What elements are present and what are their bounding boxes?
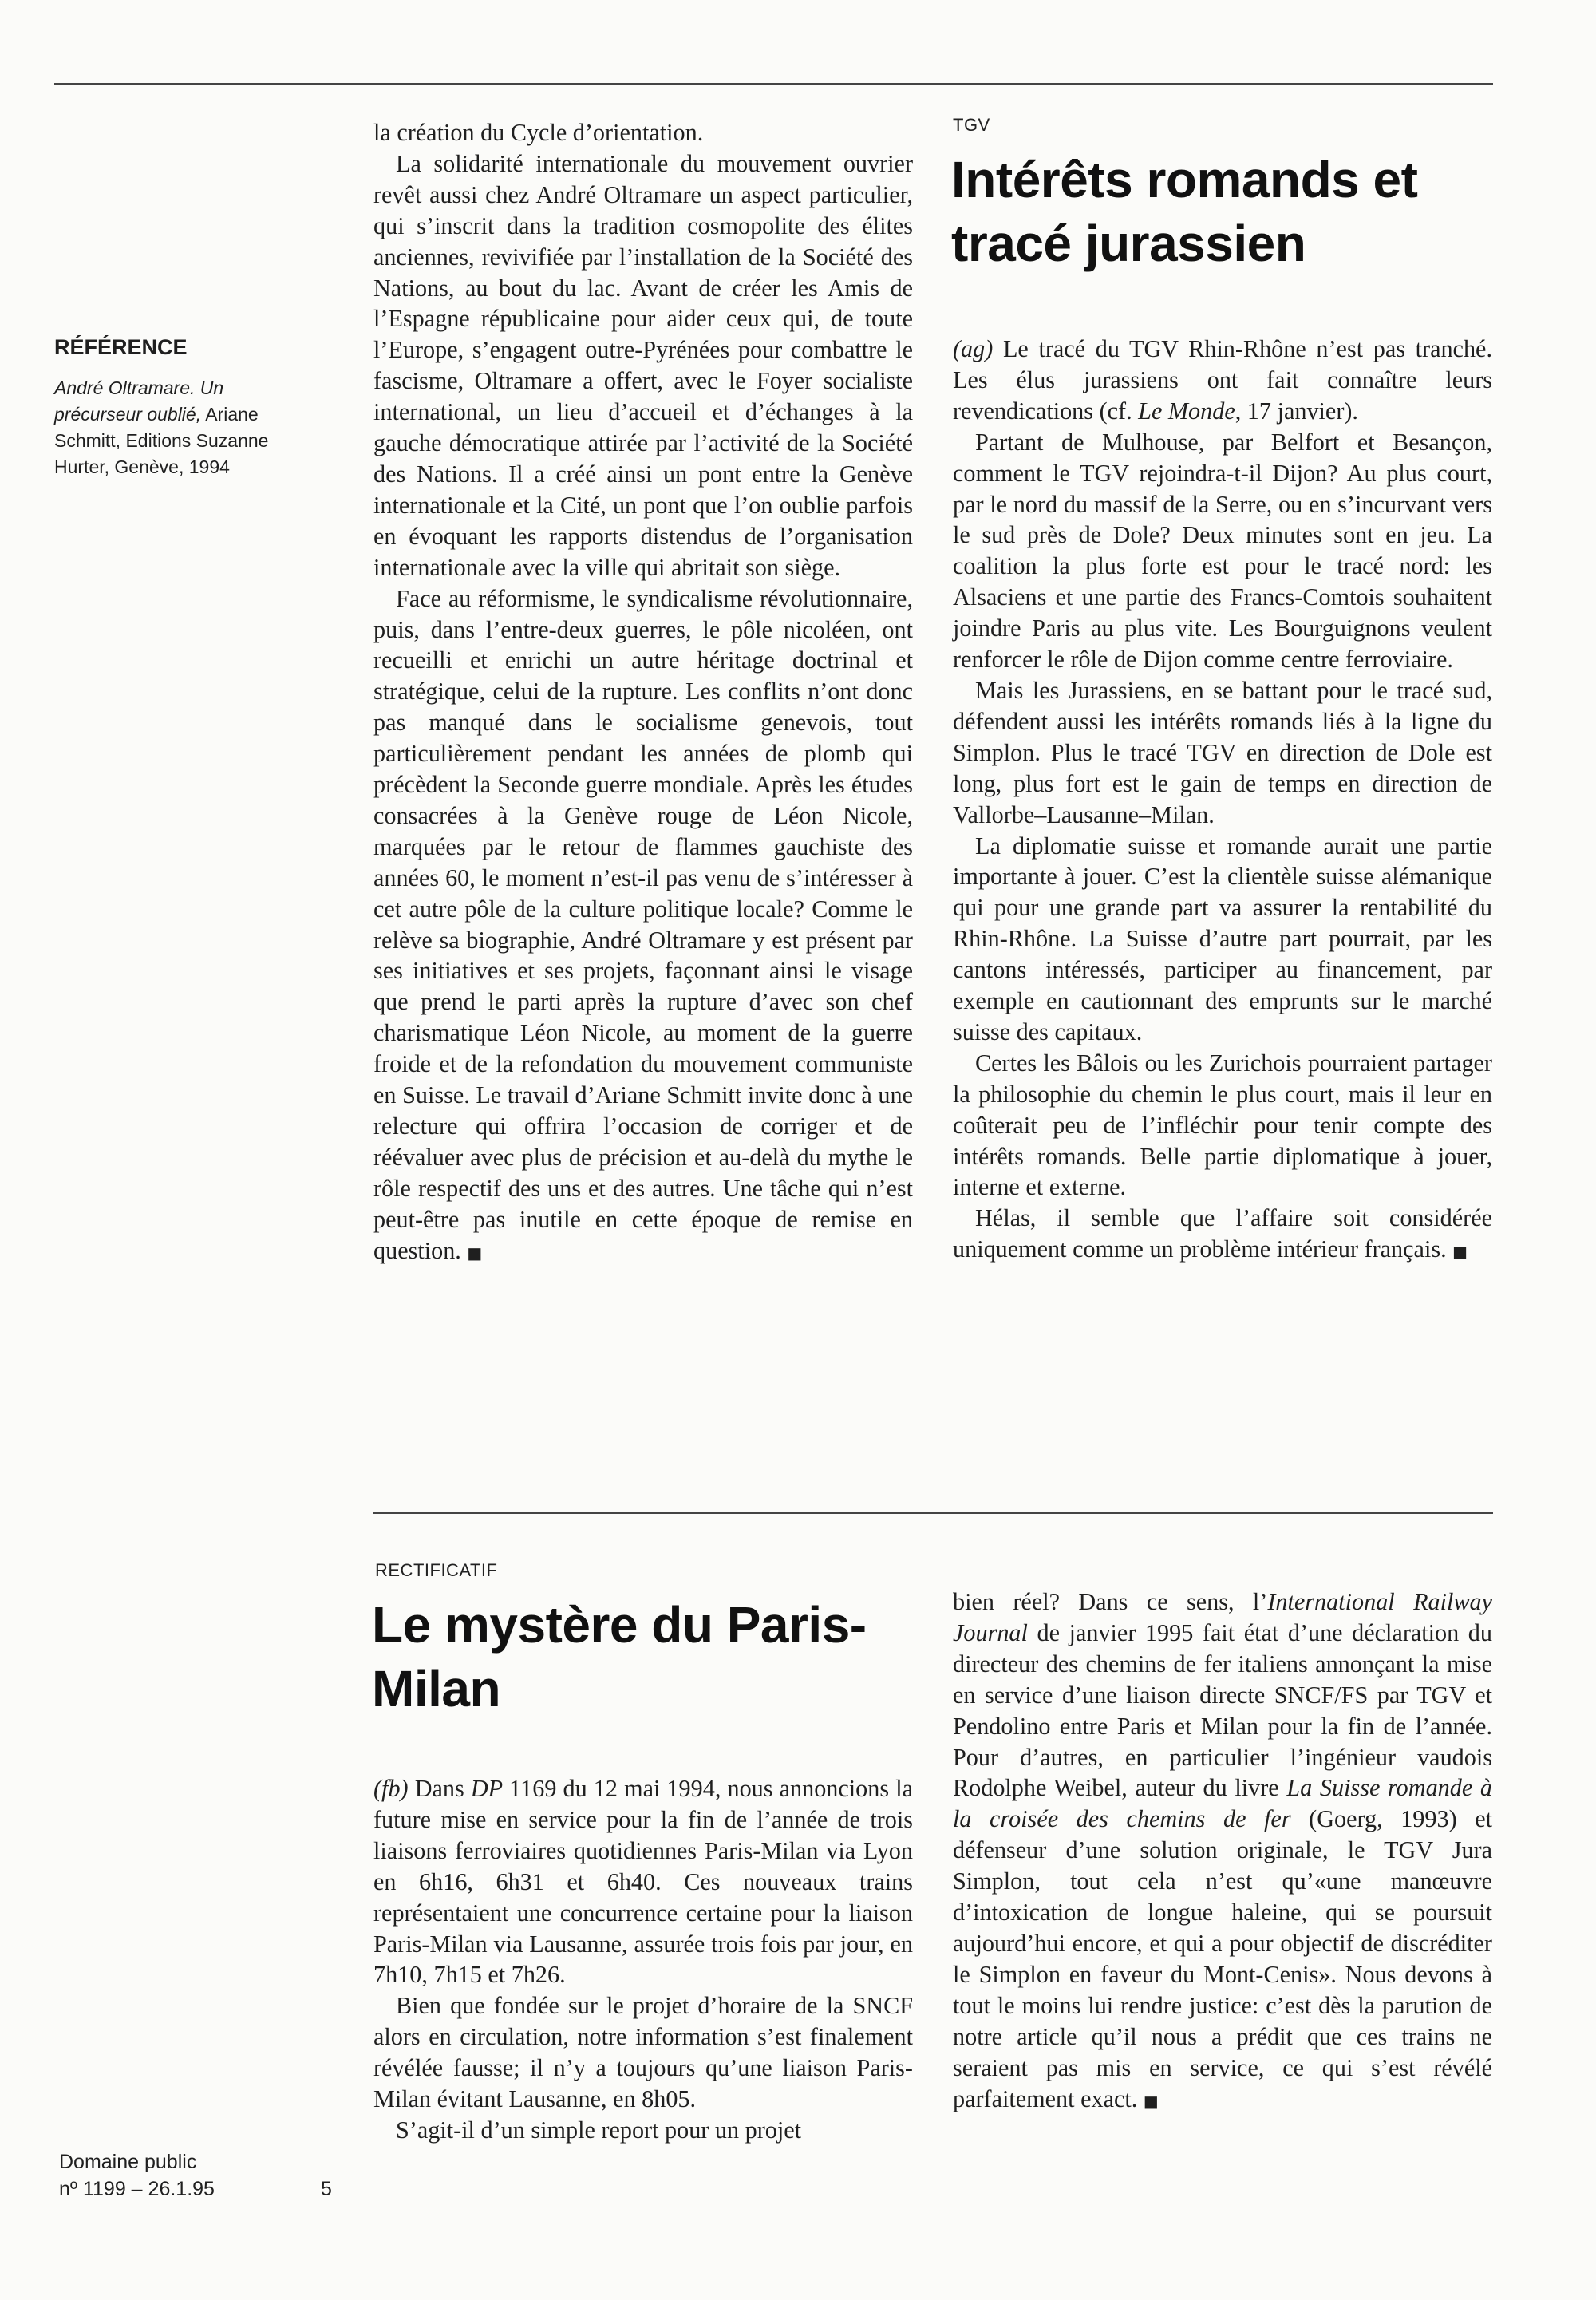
article-paragraph: Bien que fondée sur le projet d’horaire de la SNCF alors en circulation, notre information s’est finalement révélée fausse; il n’y a toujours qu’une liaison Paris-Milan évitant Lausanne, en 8h05. [373,1992,913,2113]
lead-text: , 17 janvier). [1235,397,1358,425]
tgv-kicker: TGV [953,115,990,135]
reference-book-title: André Oltramare. Un précurseur oublié, [54,377,224,425]
rectificatif-column-1 [373,1773,913,2146]
author-initials: (ag) [953,335,994,362]
lead-text: Le tracé du TGV Rhin-Rhône n’est pas tranché. Les élus jurassiens ont fait connaître leurs revendications (cf. [953,335,1492,425]
article-paragraph: La diplomatie suisse et romande aurait une partie importante à jouer. C’est la clientèle suisse alémanique qui pour une grande part va assurer la rentabilité du Rhin-Rhône. La Suisse d’autre part pourrait, par les cantons intéressés, participer au financement, par exemple en cautionnant des emprunts sur le marché suisse des capitaux. [953,832,1492,1045]
article-paragraph: Certes les Bâlois ou les Zurichois pourraient partager la philosophie du chemin le plus court, mais il leur en coûterait peu de l’infléchir pour tenir compte des intérêts romands. Belle partie diplomatique à jouer, interne et externe. [953,1049,1492,1201]
lead-text: Dans [408,1775,471,1802]
section-divider-rule [373,1512,1493,1514]
lead-text: 1169 du 12 mai 1994, nous annoncions la future mise en service pour la fin de l’année de trois liaisons ferroviaires quotidiennes Paris-Milan via Lyon en 6h16, 6h31 et 6h40. Ces nouveaux trains représentaient une concurrence certaine pour la liaison Paris-Milan via Lausanne, assurée trois fois par jour, en 7h10, 7h15 et 7h26. [373,1775,913,1989]
journal-title: International Railway Journal [953,1588,1493,1646]
article-paragraph: la création du Cycle d’orientation. [373,119,704,146]
article-paragraph-continued [953,1587,1492,2116]
rectificatif-lead-paragraph [373,1773,913,1990]
end-of-article-mark: ■ [1143,2091,1159,2111]
article-paragraph-text: Face au réformisme, le syndicalisme révolutionnaire, puis, dans l’entre-deux guerres, le pôle nicoléen, ont recueilli et enrichi un autre héritage doctrinal et stratégique, celui de la rupture. Les conflits n’ont donc pas manqué dans le socialisme genevois, tout particulièrement pendant les années de plomb qui précèdent la Seconde guerre mondiale. Après les études consacrées à la Genève rouge de Léon Nicole, marquées par le retour de flammes gauchiste des années 60, le moment n’est-il pas venu de s’intéresser à cet autre pôle de la culture politique locale? Comme le relève sa biographie, André Oltramare y est présent par ses initiatives et ses projets, façonnant ainsi le visage que prend le parti après la rupture d’avec son chef charismatique Léon Nicole, au moment de la guerre froide et de la refondation du mouvement communiste en Suisse. Le travail d’Ariane Schmitt invite donc à une relecture qui offrira l’occasion de corriger et de réévaluer avec plus de précision et au-delà du mythe le rôle respectif des uns et des autres. Une tâche qui n’est peut-être pas inutile en cette époque de remise en question. [373,584,913,1264]
author-initials: (fb) [373,1775,409,1802]
reference-heading: RÉFÉRENCE [54,335,188,359]
article-text: (Goerg, 1993) et défenseur d’une solution originale, le TGV Jura Simplon, tout cela n’est qu’«une manœuvre d’intoxication de longue haleine, qui se poursuit aujourd’hui encore, et qui a pour objectif de discréditer le Simplon en faveur du Mont-Cenis». Nous devons à tout le moins lui rendre justice: c’est dès la parution de notre article qu’il nous a prédit que ces trains ne seraient pas mis en service, ce qui s’est révélé parfaitement exact. [953,1805,1492,2112]
reference-book-details: Ariane Schmitt, Editions Suzanne Hurter, Genève, 1994 [54,404,269,477]
article-text: bien réel? Dans ce sens, l’ [953,1588,1268,1615]
rectificatif-kicker: RECTIFICATIF [375,1560,498,1580]
publication-reference: DP [470,1775,504,1802]
issue-info: nº 1199 – 26.1.95 [59,2178,215,2200]
article-paragraph [953,1203,1492,1267]
tgv-lead-paragraph [953,334,1492,427]
article-paragraph [373,583,913,1269]
top-rule [54,83,1493,85]
publication-footer [59,2148,215,2203]
article-paragraph: S’agit-il d’un simple report pour un projet [396,2116,802,2144]
article-paragraph-text: Hélas, il semble que l’affaire soit considérée uniquement comme un problème intérieur français. [953,1204,1492,1263]
end-of-article-mark: ■ [1452,1242,1468,1262]
oltramare-article [373,117,913,1269]
end-of-article-mark: ■ [467,1243,483,1263]
source-reference: Le Monde [1138,397,1235,425]
publication-name: Domaine public [59,2151,197,2173]
book-title: La Suisse romande à la croisée des chemins de fer [953,1774,1493,1833]
page-number: 5 [321,2178,332,2200]
tgv-article-body [953,334,1492,1267]
article-paragraph: Partant de Mulhouse, par Belfort et Besançon, comment le TGV rejoindra-t-il Dijon? Au plus court, par le nord du massif de la Serre, ou en s’incurvant vers le sud près de Dole? Deux minutes sont en jeu. La coalition la plus forte est pour le tracé nord: les Alsaciens et une partie des Francs-Comtois souhaitent joindre Paris au plus vite. Les Bourguignons veulent renforcer le rôle de Dijon comme centre ferroviaire. [953,428,1492,674]
article-text: de janvier 1995 fait état d’une déclaration du directeur des chemins de fer italiens annonçant la mise en service d’une liaison directe SNCF/FS par TGV et Pendolino entre Paris et Milan pour la fin de l’année. Pour d’autres, en particulier l’ingénieur vaudois Rodolphe Weibel, auteur du livre [953,1618,1492,1802]
rectificatif-headline: Le mystère du Paris-Milan [372,1596,867,1717]
tgv-headline: Intérêts romands et tracé jurassien [951,151,1418,272]
article-paragraph: Mais les Jurassiens, en se battant pour le tracé sud, défendent aussi les intérêts romands liés à la ligne du Simplon. Plus le tracé TGV en direction de Dole est long, plus fort est le gain de temps en direction de Vallorbe–Lausanne–Milan. [953,676,1492,828]
rectificatif-column-2 [953,1587,1492,2116]
reference-citation [54,375,294,480]
article-paragraph: La solidarité internationale du mouvement ouvrier revêt aussi chez André Oltramare un aspect particulier, qui s’inscrit dans la tradition cosmopolite des élites anciennes, revivifiée par l’installation de la Société des Nations, au bout du lac. Avant de créer les Amis de l’Espagne républicaine pour aider ceux qui, de toute l’Europe, s’engagent outre-Pyrénées pour combattre le fascisme, Oltramare a offert, avec le Foyer socialiste international, un lieu d’accueil et d’échanges à la gauche démocratique attirée par l’activité de la Société des Nations. Il a créé ainsi un pont entre la Genève internationale et la Cité, un pont que l’on oublie parfois en évoquant les rapports distendus de l’organisation internationale avec la ville qui abritait son siège. [373,149,913,581]
